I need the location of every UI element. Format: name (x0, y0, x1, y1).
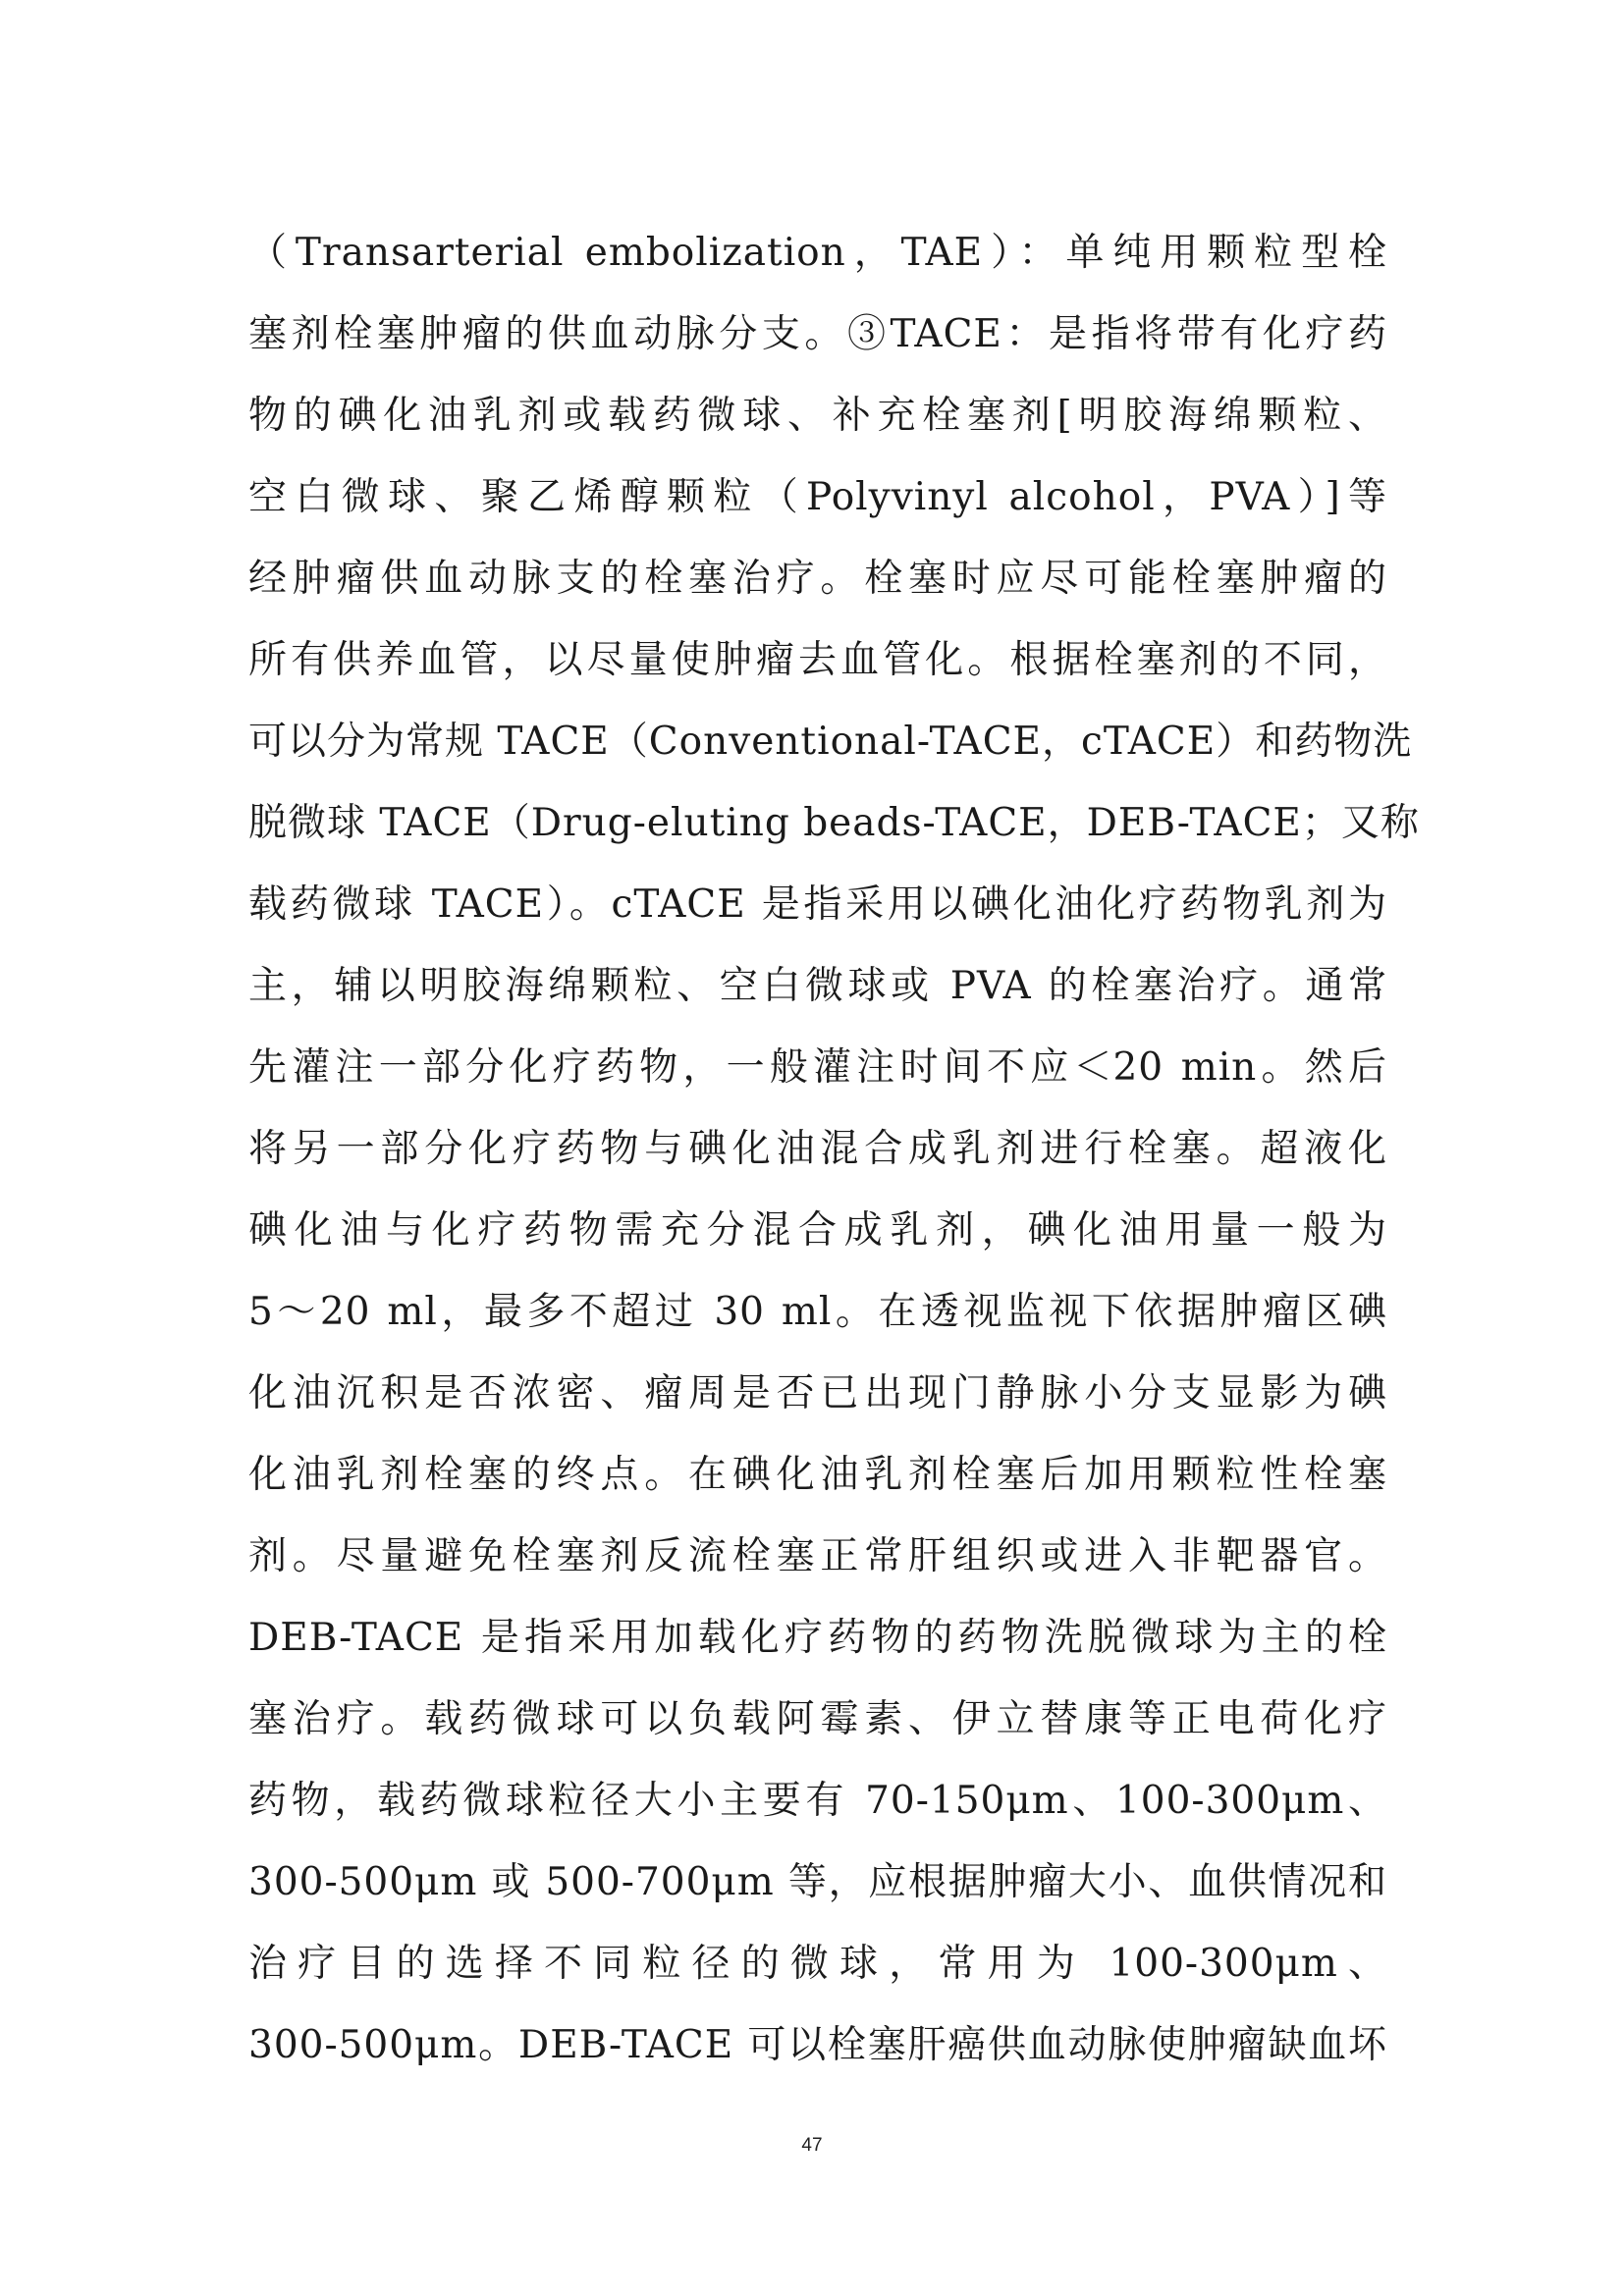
text-line: 300-500μm 或 500-700μm 等，应根据肿瘤大小、血供情况和 (248, 1860, 1387, 1904)
text-line: DEB-TACE 是指采用加载化疗药物的药物洗脱微球为主的栓 (248, 1616, 1387, 1660)
text-line: 化油乳剂栓塞的终点。在碘化油乳剂栓塞后加用颗粒性栓塞 (248, 1453, 1387, 1497)
text-line: 剂。尽量避免栓塞剂反流栓塞正常肝组织或进入非靶器官。 (248, 1534, 1387, 1578)
text-line: 治疗目的选择不同粒径的微球，常用为 100-300μm、 (248, 1942, 1387, 1986)
text-line: 载药微球 TACE）。cTACE 是指采用以碘化油化疗药物乳剂为 (248, 882, 1387, 927)
text-line: 塞剂栓塞肿瘤的供血动脉分支。③TACE：是指将带有化疗药 (248, 312, 1387, 356)
text-line: 经肿瘤供血动脉支的栓塞治疗。栓塞时应尽可能栓塞肿瘤的 (248, 557, 1387, 601)
text-line: 脱微球 TACE（Drug-eluting beads-TACE，DEB-TACE；又称 (248, 801, 1420, 845)
page-number: 47 (801, 2135, 823, 2156)
text-line: 可以分为常规 TACE（Conventional-TACE，cTACE）和药物洗 (248, 720, 1413, 764)
text-line: 所有供养血管，以尽量使肿瘤去血管化。根据栓塞剂的不同， (248, 638, 1387, 682)
text-line: 将另一部分化疗药物与碘化油混合成乳剂进行栓塞。超液化 (248, 1127, 1387, 1171)
text-line: 物的碘化油乳剂或载药微球、补充栓塞剂[明胶海绵颗粒、 (248, 394, 1387, 438)
text-line: 空白微球、聚乙烯醇颗粒（Polyvinyl alcohol，PVA）]等 (248, 475, 1387, 519)
text-line: 塞治疗。载药微球可以负载阿霉素、伊立替康等正电荷化疗 (248, 1697, 1387, 1741)
text-line: 化油沉积是否浓密、瘤周是否已出现门静脉小分支显影为碘 (248, 1371, 1387, 1415)
text-line: 主，辅以明胶海绵颗粒、空白微球或 PVA 的栓塞治疗。通常 (248, 964, 1387, 1008)
text-line: 碘化油与化疗药物需充分混合成乳剂，碘化油用量一般为 (248, 1208, 1387, 1253)
text-line: 先灌注一部分化疗药物，一般灌注时间不应＜20 min。然后 (248, 1045, 1387, 1090)
text-line: 药物，载药微球粒径大小主要有 70-150μm、100-300μm、 (248, 1779, 1387, 1823)
text-line: 300-500μm。DEB-TACE 可以栓塞肝癌供血动脉使肿瘤缺血坏 (248, 2023, 1387, 2067)
body-paragraph (248, 212, 1420, 2086)
text-line: 5～20 ml，最多不超过 30 ml。在透视监视下依据肿瘤区碘 (248, 1290, 1387, 1334)
text-line: （Transarterial embolization，TAE）：单纯用颗粒型栓 (248, 231, 1387, 275)
